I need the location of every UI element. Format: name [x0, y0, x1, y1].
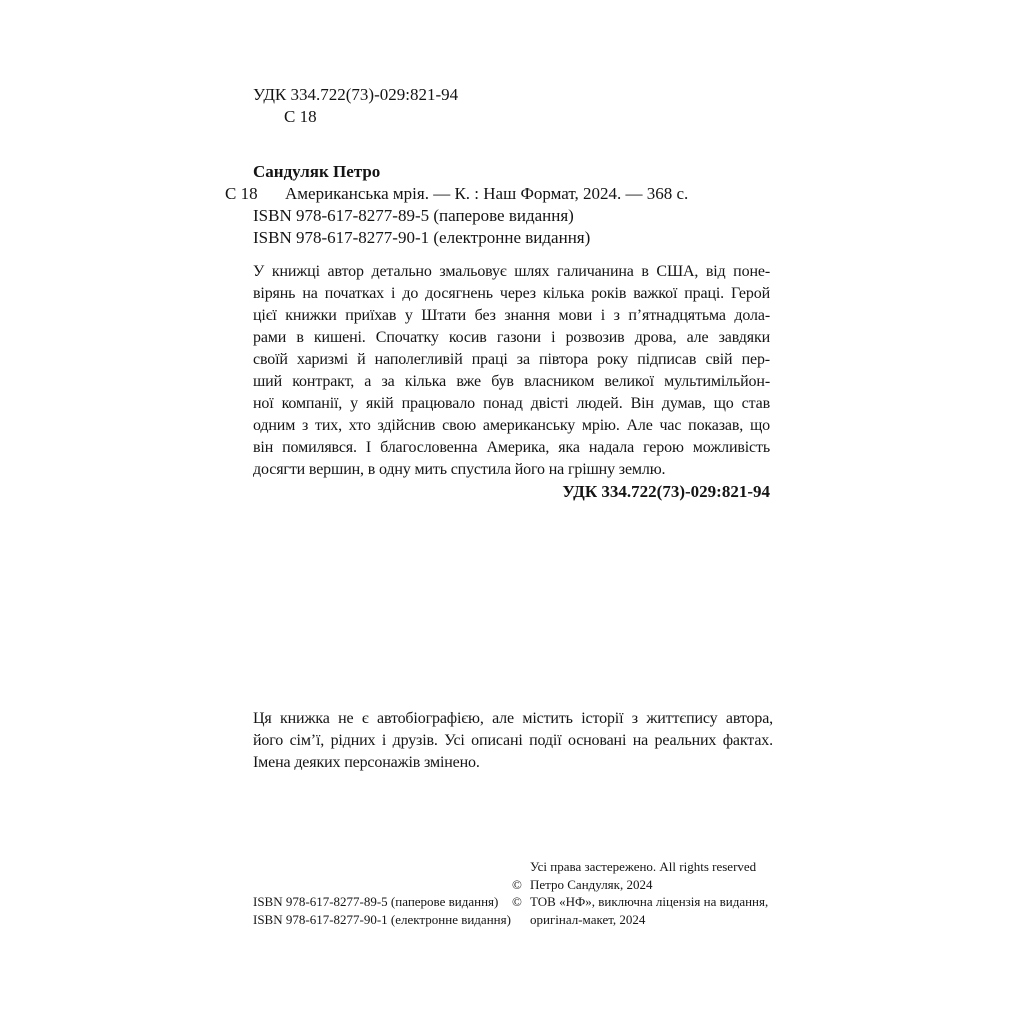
disclaimer-paragraph	[253, 708, 773, 774]
footer-isbn-column	[253, 893, 511, 928]
copyright-symbol-placeholder	[512, 858, 530, 876]
footer-isbn-paper: ISBN 978-617-8277-89-5 (паперове видання)	[253, 894, 499, 909]
udc-number-bold: УДК 334.722(73)-029:821-94	[562, 482, 770, 501]
annotation-line: досягти вершин, в одну мить спустила його на грішну землю.	[253, 461, 666, 478]
annotation-line: цієї книжки приїхав у Штати без знання мови і з п’ятнадцятьма дола-	[253, 307, 770, 324]
copyright-author: Петро Сандуляк, 2024	[530, 876, 653, 892]
rights-statement: Усі права застережено. All rights reserved	[530, 859, 757, 874]
annotation-line: вірянь на початках і до досягнень через кілька років важкої праці. Герой	[253, 285, 770, 302]
annotation-paragraph	[253, 261, 770, 481]
author-name: Сандуляк Петро	[253, 162, 381, 181]
udc-index-block	[253, 84, 458, 128]
copyright-author-row	[512, 876, 768, 894]
isbn-paper: ISBN 978-617-8277-89-5 (паперове видання)	[253, 206, 574, 225]
disclaimer-line: його сім’ї, рідних і друзів. Усі описані події основані на реальних фактах.	[253, 732, 773, 749]
annotation-line: ший контракт, а за кілька вже був власником великої мультимільйон-	[253, 373, 770, 390]
disclaimer-line: Імена деяких персонажів змінено.	[253, 754, 480, 771]
annotation-line: ної компанії, у якій працювало понад двісті людей. Він думав, що став	[253, 395, 770, 412]
disclaimer-line: Ця книжка не є автобіографією, але містить історії з життєпису автора,	[253, 710, 773, 727]
catalog-card	[225, 161, 813, 249]
annotation-line: своїй харизмі й наполегливій праці за півтора року підписав свій пер-	[253, 351, 770, 368]
annotation-line: одним з тих, хто здійснив свою американську мрію. Але час показав, що	[253, 417, 770, 434]
copyright-publisher-row-2	[512, 911, 768, 929]
annotation-line: рами в кишені. Спочатку косив газони і розвозив дрова, але завдяки	[253, 329, 770, 346]
classification-index: С 18	[284, 107, 317, 126]
catalog-index: С 18	[225, 184, 258, 203]
annotation-line: У книжці автор детально змальовує шлях галичанина в США, від поне-	[253, 263, 770, 280]
copyright-icon: ©	[512, 894, 522, 909]
footer-copyright-column	[512, 858, 768, 928]
bibliographic-entry	[225, 183, 813, 205]
copyright-symbol-placeholder	[512, 911, 530, 929]
footer-isbn-electronic: ISBN 978-617-8277-90-1 (електронне видання)	[253, 911, 511, 927]
copyright-publisher: ТОВ «НФ», виключна ліцензія на видання,	[530, 894, 769, 909]
bibliographic-entry-text: Американська мрія. — К. : Наш Формат, 2024. — 368 с.	[285, 184, 689, 203]
annotation-line: він помилявся. І благословенна Америка, яка надала герою можливість	[253, 439, 770, 456]
copyright-icon: ©	[512, 876, 522, 892]
copyright-publisher-row	[512, 893, 768, 911]
udc-number: УДК 334.722(73)-029:821-94	[253, 85, 459, 104]
isbn-electronic: ISBN 978-617-8277-90-1 (електронне видання)	[253, 228, 591, 247]
rights-row	[512, 858, 768, 876]
copyright-publisher-continued: оригінал-макет, 2024	[530, 911, 646, 927]
